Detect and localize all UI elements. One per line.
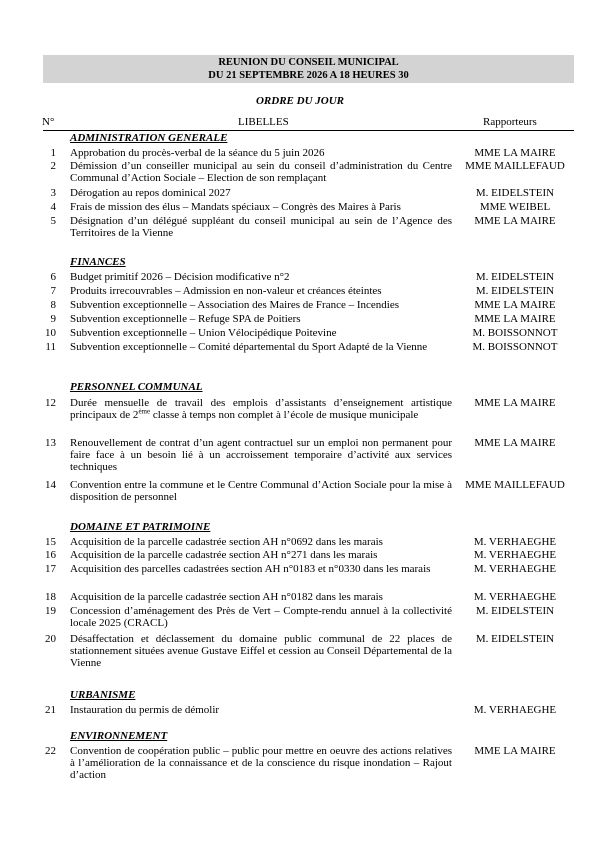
item-number: 2: [50, 160, 56, 172]
item-rapporteur: MME LA MAIRE: [474, 313, 556, 325]
item-label: Produits irrecouvrables – Admission en non-valeur et créances éteintes: [70, 285, 382, 297]
item-label-part: Durée mensuelle de travail des emplois d’assistants d’enseignement artistique principaux de 2: [70, 397, 452, 421]
item-label: Convention entre la commune et le Centre Communal d’Action Sociale pour la mise à disposition de personnel: [70, 479, 452, 503]
item-number: 13: [45, 437, 56, 449]
item-rapporteur: MME LA MAIRE: [474, 397, 556, 409]
item-rapporteur: MME MAILLEFAUD: [465, 479, 565, 491]
item-number: 18: [45, 591, 56, 603]
item-number: 22: [45, 745, 56, 757]
section-personnel: PERSONNEL COMMUNAL: [70, 381, 203, 393]
item-number: 4: [50, 201, 56, 213]
item-rapporteur: MME LA MAIRE: [474, 437, 556, 449]
meeting-header: [43, 55, 574, 83]
item-number: 12: [45, 397, 56, 409]
column-header-number: N°: [42, 116, 55, 128]
item-number: 5: [50, 215, 56, 227]
column-header-libelles: LIBELLES: [238, 116, 289, 128]
item-label: Dérogation au repos dominical 2027: [70, 187, 231, 199]
item-rapporteur: M. EIDELSTEIN: [475, 285, 555, 297]
item-rapporteur: M. BOISSONNOT: [472, 327, 558, 339]
item-number: 8: [50, 299, 56, 311]
item-rapporteur: MME LA MAIRE: [474, 299, 556, 311]
header-divider: [43, 130, 574, 131]
section-domaine: DOMAINE ET PATRIMOINE: [70, 521, 211, 533]
meeting-title: REUNION DU CONSEIL MUNICIPAL: [218, 57, 399, 68]
meeting-date: DU 21 SEPTEMBRE 2026 A 18 HEURES 30: [208, 70, 409, 81]
item-number: 15: [45, 536, 56, 548]
item-number: 16: [45, 549, 56, 561]
item-label: [70, 397, 452, 421]
item-number: 11: [45, 341, 56, 353]
item-rapporteur: MME LA MAIRE: [474, 745, 556, 757]
item-rapporteur: MME WEIBEL: [479, 201, 551, 213]
item-number: 6: [50, 271, 56, 283]
section-urbanisme: URBANISME: [70, 689, 136, 701]
item-label: Frais de mission des élus – Mandats spéciaux – Congrès des Maires à Paris: [70, 201, 401, 213]
item-label: Subvention exceptionnelle – Refuge SPA de Poitiers: [70, 313, 301, 325]
item-rapporteur: MME MAILLEFAUD: [465, 160, 565, 172]
item-rapporteur: M. VERHAEGHE: [473, 591, 557, 603]
section-finances: FINANCES: [70, 256, 126, 268]
item-label: Démission d’un conseiller municipal au sein du conseil d’administration du Centre Communal d’Action Sociale – Election de son remplaçant: [70, 160, 452, 184]
item-label: Convention de coopération public – public pour mettre en oeuvre des actions relatives à l’amélioration de la connaissance et de la conscience du risque inondation – Rajout d’action: [70, 745, 452, 781]
item-label-part: classe à temps non complet à l’école de musique municipale: [150, 409, 419, 421]
item-rapporteur: M. EIDELSTEIN: [475, 271, 555, 283]
item-label: Subvention exceptionnelle – Union Vélocipédique Poitevine: [70, 327, 337, 339]
item-label: Désaffectation et déclassement du domaine public communal de 22 places de stationnement situées avenue Gustave Eiffel et cession au Conseil Départemental de la Vienne: [70, 633, 452, 669]
item-rapporteur: M. VERHAEGHE: [473, 549, 557, 561]
item-label: Subvention exceptionnelle – Comité départemental du Sport Adapté de la Vienne: [70, 341, 428, 353]
item-number: 9: [50, 313, 56, 325]
item-number: 10: [45, 327, 56, 339]
section-administration: ADMINISTRATION GENERALE: [70, 132, 228, 144]
item-rapporteur: MME LA MAIRE: [474, 147, 556, 159]
item-rapporteur: M. EIDELSTEIN: [475, 633, 555, 645]
item-rapporteur: M. EIDELSTEIN: [475, 187, 555, 199]
item-label: Budget primitif 2026 – Décision modificative n°2: [70, 271, 290, 283]
item-rapporteur: M. VERHAEGHE: [473, 704, 557, 716]
item-number: 20: [45, 633, 56, 645]
item-label: Acquisition de la parcelle cadastrée section AH n°271 dans les marais: [70, 549, 378, 561]
item-label: Acquisition des parcelles cadastrées section AH n°0183 et n°0330 dans les marais: [70, 563, 431, 575]
ordinal-superscript: ème: [138, 407, 151, 416]
item-label: Désignation d’un délégué suppléant du conseil municipal au sein de l’Agence des Territoires de la Vienne: [70, 215, 452, 239]
item-label: Acquisition de la parcelle cadastrée section AH n°0182 dans les marais: [70, 591, 383, 603]
item-number: 21: [45, 704, 56, 716]
column-header-rapporteurs: Rapporteurs: [483, 116, 537, 128]
item-label: Concession d’aménagement des Près de Vert – Compte-rendu annuel à la collectivité locale 2025 (CRACL): [70, 605, 452, 629]
item-label: Approbation du procès-verbal de la séance du 5 juin 2026: [70, 147, 325, 159]
item-number: 1: [50, 147, 56, 159]
item-rapporteur: MME LA MAIRE: [474, 215, 556, 227]
item-number: 7: [50, 285, 56, 297]
item-number: 17: [45, 563, 56, 575]
item-rapporteur: M. VERHAEGHE: [473, 536, 557, 548]
item-label: Renouvellement de contrat d’un agent contractuel sur un emploi non permanent pour faire face à un besoin lié à un accroissement temporaire d’activité aux services techniques: [70, 437, 452, 473]
item-rapporteur: M. EIDELSTEIN: [475, 605, 555, 617]
item-number: 3: [50, 187, 56, 199]
item-label: Instauration du permis de démolir: [70, 704, 220, 716]
item-label: Acquisition de la parcelle cadastrée section AH n°0692 dans les marais: [70, 536, 383, 548]
section-environnement: ENVIRONNEMENT: [70, 730, 168, 742]
item-rapporteur: M. BOISSONNOT: [472, 341, 558, 353]
item-number: 19: [45, 605, 56, 617]
item-label: Subvention exceptionnelle – Association des Maires de France – Incendies: [70, 299, 399, 311]
item-rapporteur: M. VERHAEGHE: [473, 563, 557, 575]
item-number: 14: [45, 479, 56, 491]
agenda-title: ORDRE DU JOUR: [255, 95, 344, 107]
